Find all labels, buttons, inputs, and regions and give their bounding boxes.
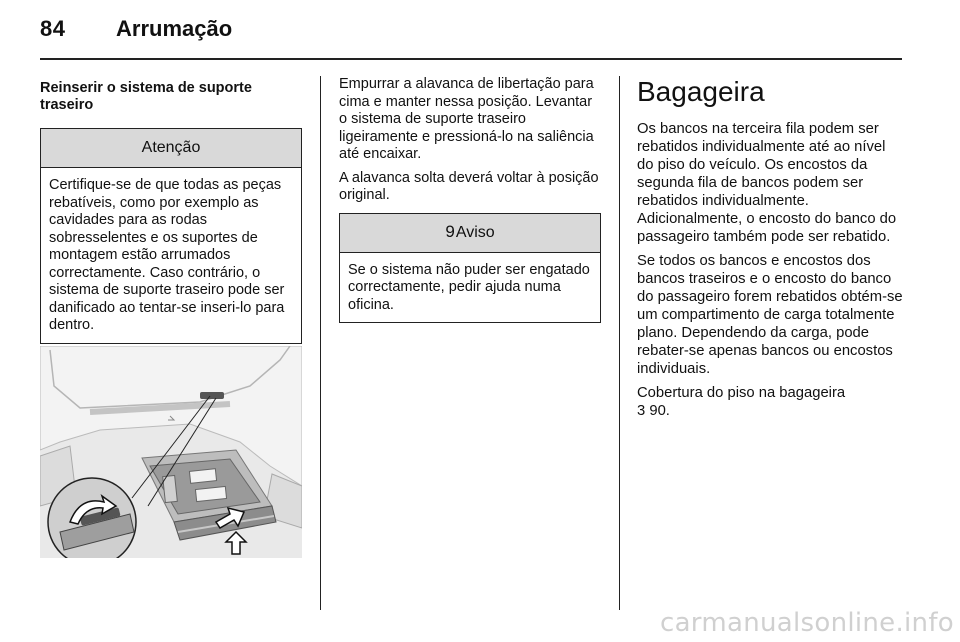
cross-reference-text: Cobertura do piso na bagageira xyxy=(637,385,846,401)
warning-box-title xyxy=(340,214,600,253)
rear-support-illustration xyxy=(40,346,302,558)
warning-triangle-icon: 9 xyxy=(445,221,455,241)
section-title: Bagageira xyxy=(637,76,765,107)
warning-box xyxy=(339,213,601,324)
paragraph: A alavanca solta deverá voltar à posição original. xyxy=(339,169,599,203)
column-3 xyxy=(637,76,905,426)
warning-box-title-text: Aviso xyxy=(455,223,495,241)
column-2 xyxy=(339,76,601,323)
header-rule xyxy=(40,58,902,60)
attention-box-title: Atenção xyxy=(41,129,301,168)
paragraph: Empurrar a alavanca de libertação para cima e manter nessa posição. Levantar o sistema de suporte traseiro ligeiramente e pressioná-lo na saliência até encaixar. xyxy=(339,76,594,162)
watermark: carmanualsonline.info xyxy=(659,608,954,638)
paragraph: Os bancos na terceira fila podem ser rebatidos individualmente até ao nível do piso do veículo. Os encostos da segunda fila de bancos podem ser rebatidos individualmente. Adicionalmente, o encosto do banco do passageiro também pode ser rebatido. xyxy=(637,121,897,245)
attention-box-body: Certifique-se de que todas as peças rebatíveis, como por exemplo as cavidades para as rodas sobresselentes e os suportes de montagem estão arrumados correctamente. Caso contrário, o sistema de suporte traseiro pode ser danificado ao tentar-se inseri-lo para dentro. xyxy=(49,177,285,333)
attention-box xyxy=(40,128,302,344)
page-number: 84 xyxy=(40,16,66,41)
warning-box-body: Se o sistema não puder ser engatado correctamente, pedir ajuda numa oficina. xyxy=(348,261,590,313)
column-divider-1 xyxy=(320,76,321,610)
column-divider-2 xyxy=(619,76,620,610)
cross-reference-page-link[interactable]: 3 90. xyxy=(637,403,670,419)
section-heading: Reinserir o sistema de suporte traseiro xyxy=(40,80,252,113)
column-1 xyxy=(40,76,302,344)
cross-reference xyxy=(637,384,905,420)
chapter-title: Arrumação xyxy=(116,16,233,41)
paragraph: Se todos os bancos e encostos dos bancos traseiros e o encosto do banco do passageiro forem rebatidos obtém-se um compartimento de carga totalmente plano. Dependendo da carga, pode rebater-se apenas bancos ou encostos individuais. xyxy=(637,253,903,377)
